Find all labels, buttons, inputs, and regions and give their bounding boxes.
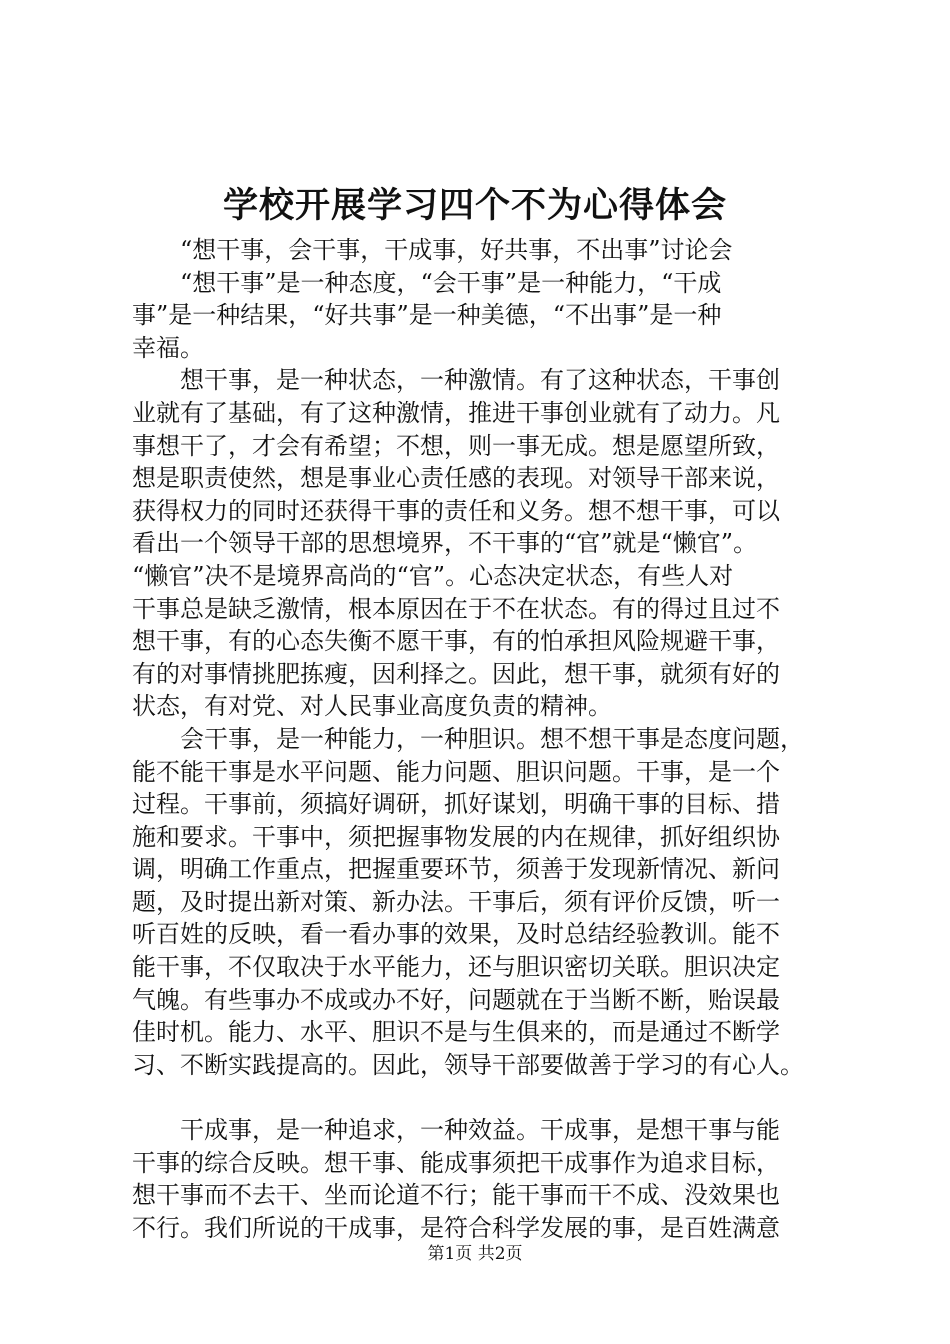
text-line: 习、不断实践提高的。因此，领导干部要做善于学习的有心人。 — [132, 1050, 804, 1079]
text-line: 干事总是缺乏激情，根本原因在于不在状态。有的得过且过不 — [132, 594, 780, 623]
text-line: 能不能干事是水平问题、能力问题、胆识问题。干事，是一个 — [132, 757, 780, 786]
page-title: 学校开展学习四个不为心得体会 — [222, 185, 727, 226]
text-line: 状态，有对党、对人民事业高度负责的精神。 — [132, 692, 612, 721]
text-line: 有的对事情挑肥拣瘦，因利择之。因此，想干事，就须有好的 — [132, 659, 780, 688]
text-line: 幸福。 — [132, 333, 204, 362]
text-line: “想干事，会干事，干成事，好共事，不出事”讨论会 — [180, 236, 733, 264]
text-line: 过程。干事前，须搞好调研，抓好谋划，明确干事的目标、措 — [132, 790, 780, 819]
text-line: “懒官”决不是境界高尚的“官”。心态决定状态，有些人对 — [132, 561, 734, 590]
text-line: 调，明确工作重点，把握重要环节，须善于发现新情况、新问 — [132, 855, 780, 884]
text-line: 干成事，是一种追求，一种效益。干成事，是想干事与能 — [180, 1116, 780, 1145]
text-line: 气魄。有些事办不成或办不好，问题就在于当断不断，贻误最 — [132, 985, 780, 1014]
text-line: 获得权力的同时还获得干事的责任和义务。想不想干事，可以 — [132, 496, 780, 525]
text-line: 听百姓的反映，看一看办事的效果，及时总结经验教训。能不 — [132, 920, 780, 949]
text-line: 事”是一种结果，“好共事”是一种美德，“不出事”是一种 — [132, 301, 722, 330]
text-line: 想干事，有的心态失衡不愿干事，有的怕承担风险规避干事， — [132, 627, 780, 656]
text-line: 能干事，不仅取决于水平能力，还与胆识密切关联。胆识决定 — [132, 953, 780, 982]
text-line: “想干事”是一种态度，“会干事”是一种能力，“干成 — [180, 268, 722, 297]
text-line: 不行。我们所说的干成事，是符合科学发展的事，是百姓满意 — [132, 1213, 780, 1242]
text-line: 想是职责使然，想是事业心责任感的表现。对领导干部来说， — [132, 464, 780, 493]
page-footer: 第1页 共2页 — [427, 1244, 523, 1264]
text-line: 会干事，是一种能力，一种胆识。想不想干事是态度问题， — [180, 724, 804, 753]
text-line: 想干事，是一种状态，一种激情。有了这种状态，干事创 — [180, 366, 780, 395]
text-line: 看出一个领导干部的思想境界，不干事的“官”就是“懒官”。 — [132, 529, 758, 558]
document-body — [132, 234, 832, 1244]
text-line: 业就有了基础，有了这种激情，推进干事创业就有了动力。凡 — [132, 398, 780, 427]
text-line: 题，及时提出新对策、新办法。干事后，须有评价反馈，听一 — [132, 887, 780, 916]
text-line: 施和要求。干事中，须把握事物发展的内在规律，抓好组织协 — [132, 822, 780, 851]
blank-line — [132, 1081, 832, 1114]
text-line: 想干事而不去干、坐而论道不行；能干事而干不成、没效果也 — [132, 1181, 780, 1210]
text-line: 事想干了，才会有希望；不想，则一事无成。想是愿望所致， — [132, 431, 780, 460]
text-line: 干事的综合反映。想干事、能成事须把干成事作为追求目标， — [132, 1148, 780, 1177]
text-line: 佳时机。能力、水平、胆识不是与生俱来的，而是通过不断学 — [132, 1018, 780, 1047]
